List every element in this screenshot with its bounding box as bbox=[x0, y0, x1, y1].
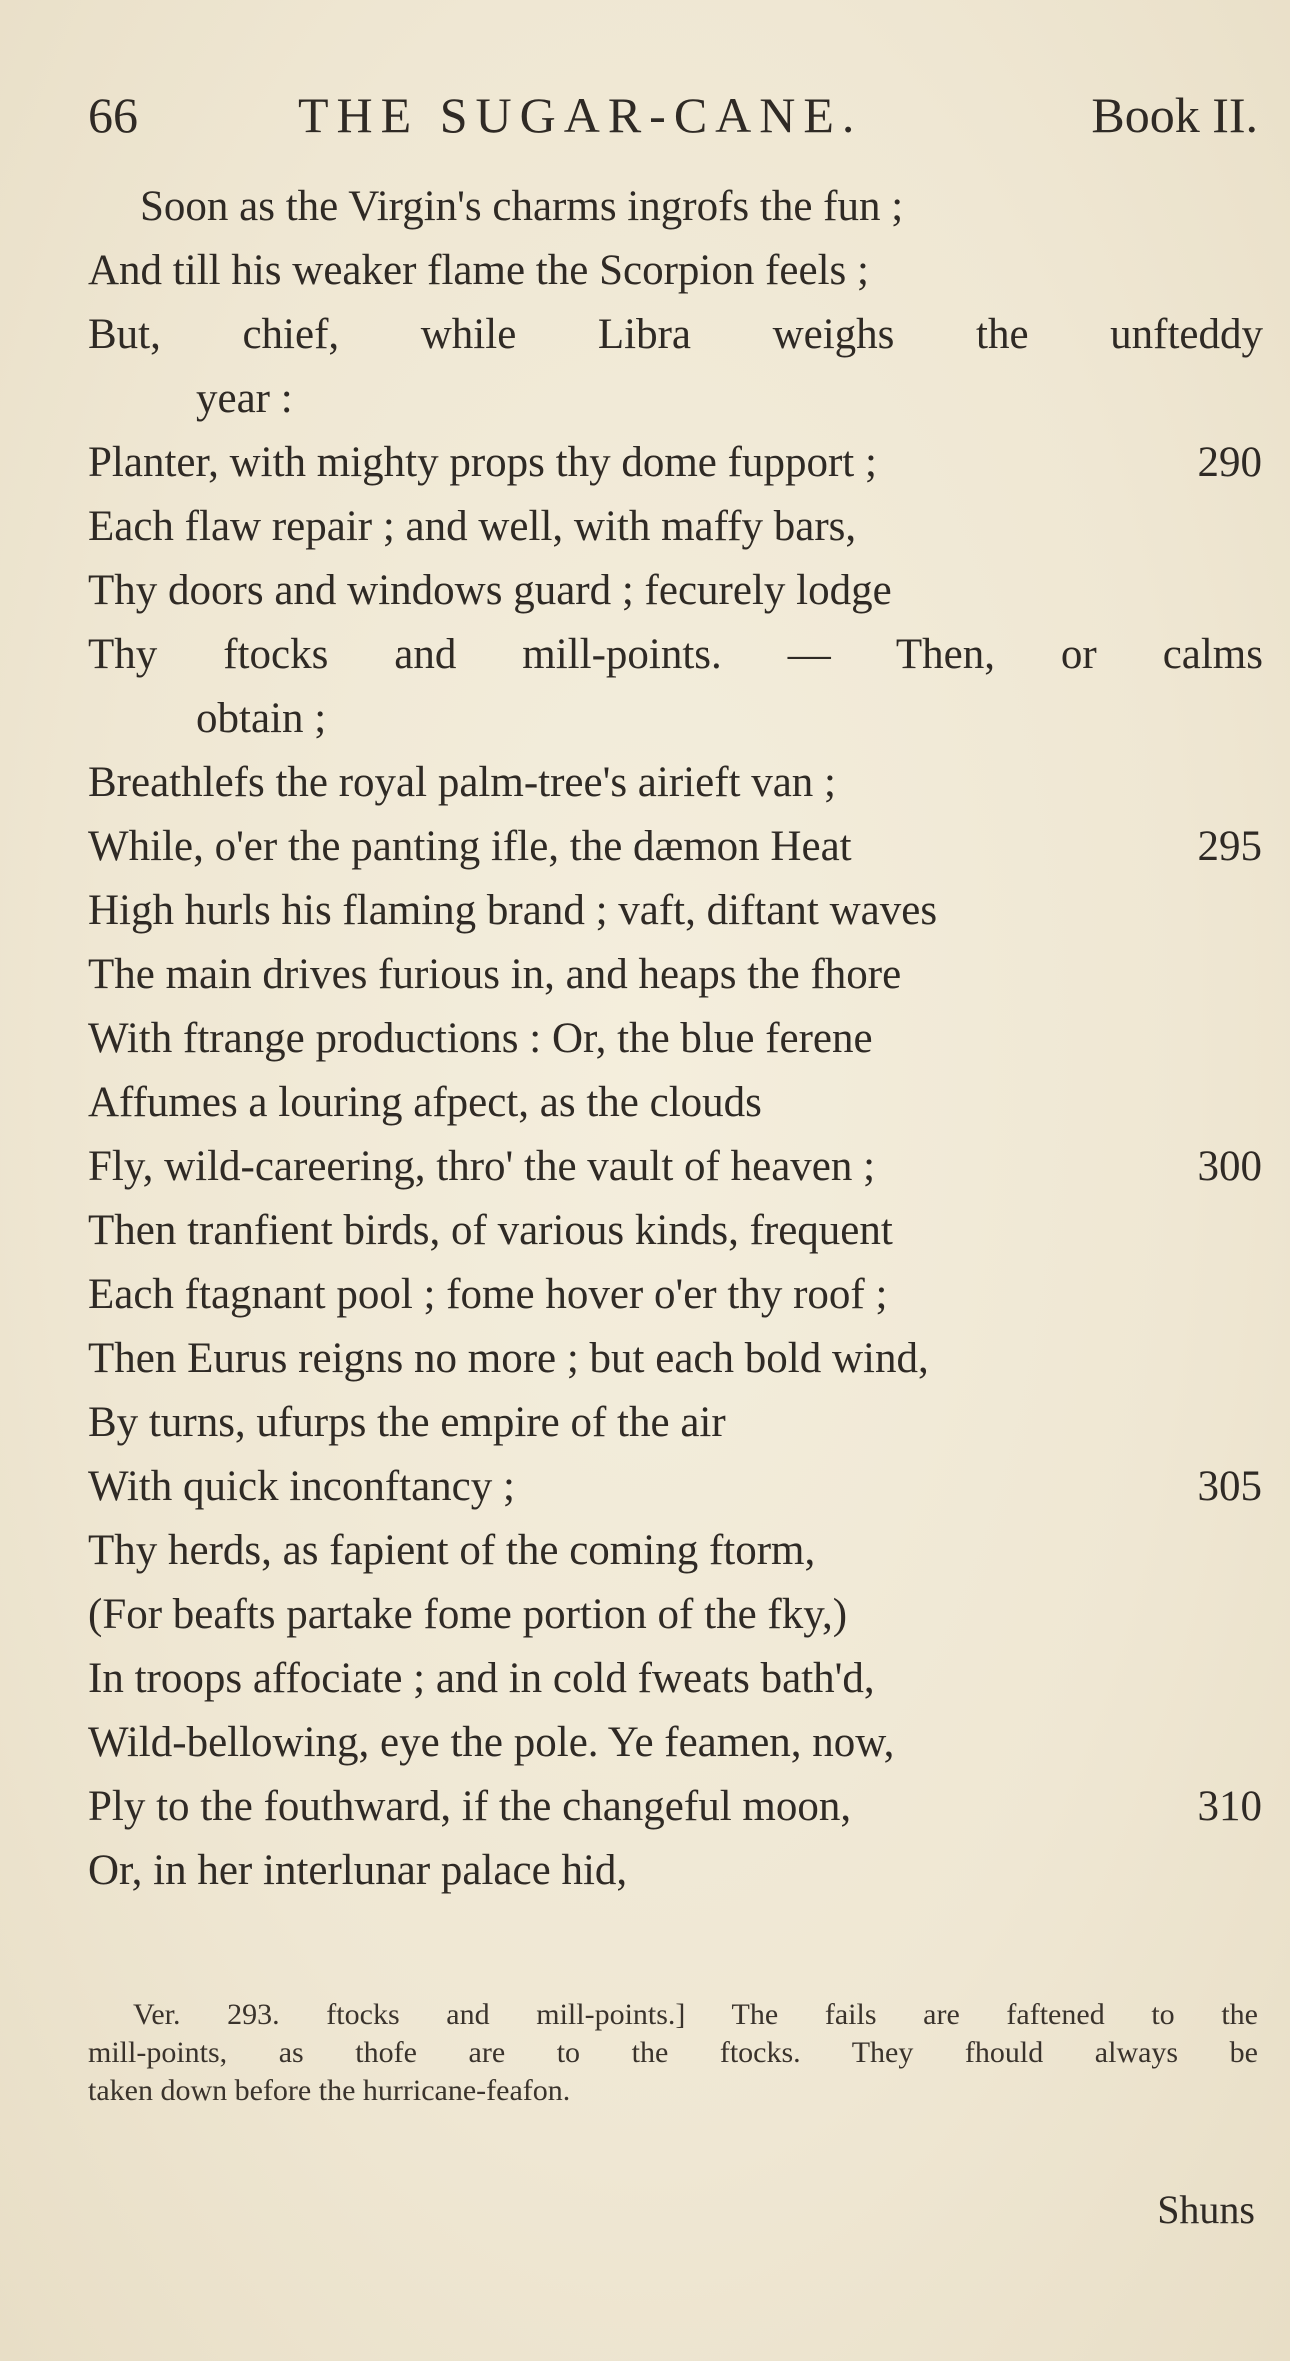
line-number: 300 bbox=[1197, 1143, 1262, 1190]
verse-line: Each flaw repair ; and well, with maffy bars, bbox=[88, 503, 857, 550]
verse-line: And till his weaker flame the Scorpion feels ; bbox=[88, 247, 869, 294]
verse-line: Thy doors and windows guard ; fecurely lodge bbox=[88, 567, 892, 614]
footnote-line: taken down before the hurricane-feafon. bbox=[88, 2074, 571, 2107]
footnote bbox=[88, 1996, 1258, 2110]
verse-line: Or, in her interlunar palace hid, bbox=[88, 1847, 628, 1894]
line-number: 310 bbox=[1197, 1783, 1262, 1830]
verse-line: Then Eurus reigns no more ; but each bold wind, bbox=[88, 1335, 929, 1382]
verse-line: Affumes a louring afpect, as the clouds bbox=[88, 1079, 762, 1126]
verse-line: (For beafts partake fome portion of the fky,) bbox=[88, 1591, 848, 1638]
running-title: THE SUGAR-CANE. bbox=[298, 87, 863, 143]
book-label: Book II. bbox=[1091, 87, 1258, 143]
verse-line: Then tranfient birds, of various kinds, frequent bbox=[88, 1207, 893, 1254]
verse-line: Soon as the Virgin's charms ingrofs the fun ; bbox=[140, 183, 904, 230]
verse-line: Planter, with mighty props thy dome fupport ; bbox=[88, 439, 877, 486]
verse-line: High hurls his flaming brand ; vaft, diftant waves bbox=[88, 887, 938, 934]
verse-line: obtain ; bbox=[196, 695, 327, 742]
verse-line: With quick inconftancy ; bbox=[88, 1463, 515, 1510]
verse-line: Each ftagnant pool ; fome hover o'er thy roof ; bbox=[88, 1271, 888, 1318]
verse-line: Thy ftocks and mill-points. — Then, or calms bbox=[88, 631, 1263, 678]
footnote-line: Ver. 293. ftocks and mill-points.] The fails are faftened to the bbox=[133, 1998, 1258, 2031]
verse-line: Ply to the fouthward, if the changeful moon, bbox=[88, 1783, 852, 1830]
verse-line: Breathlefs the royal palm-tree's airieft van ; bbox=[88, 759, 836, 806]
verse-line: Wild-bellowing, eye the pole. Ye feamen, now, bbox=[88, 1719, 895, 1766]
line-number: 290 bbox=[1197, 439, 1262, 486]
page-number: 66 bbox=[88, 87, 138, 143]
footnote-line: mill-points, as thofe are to the ftocks. They fhould always be bbox=[88, 2036, 1258, 2069]
line-number: 305 bbox=[1197, 1463, 1262, 1510]
verse-line: In troops affociate ; and in cold fweats bath'd, bbox=[88, 1655, 875, 1702]
verse-line: While, o'er the panting ifle, the dæmon Heat bbox=[88, 823, 852, 870]
catchword: Shuns bbox=[1157, 2187, 1255, 2232]
line-number: 295 bbox=[1197, 823, 1262, 870]
verse-line: year : bbox=[196, 375, 293, 422]
verse-line: The main drives furious in, and heaps the fhore bbox=[88, 951, 902, 998]
verse-line: By turns, ufurps the empire of the air bbox=[88, 1399, 726, 1446]
verse-line: Fly, wild-careering, thro' the vault of heaven ; bbox=[88, 1143, 876, 1190]
verse-line: Thy herds, as fapient of the coming ftorm, bbox=[88, 1527, 816, 1574]
verse-line: But, chief, while Libra weighs the unfteddy bbox=[88, 311, 1263, 358]
verse-line: With ftrange productions : Or, the blue ferene bbox=[88, 1015, 873, 1062]
